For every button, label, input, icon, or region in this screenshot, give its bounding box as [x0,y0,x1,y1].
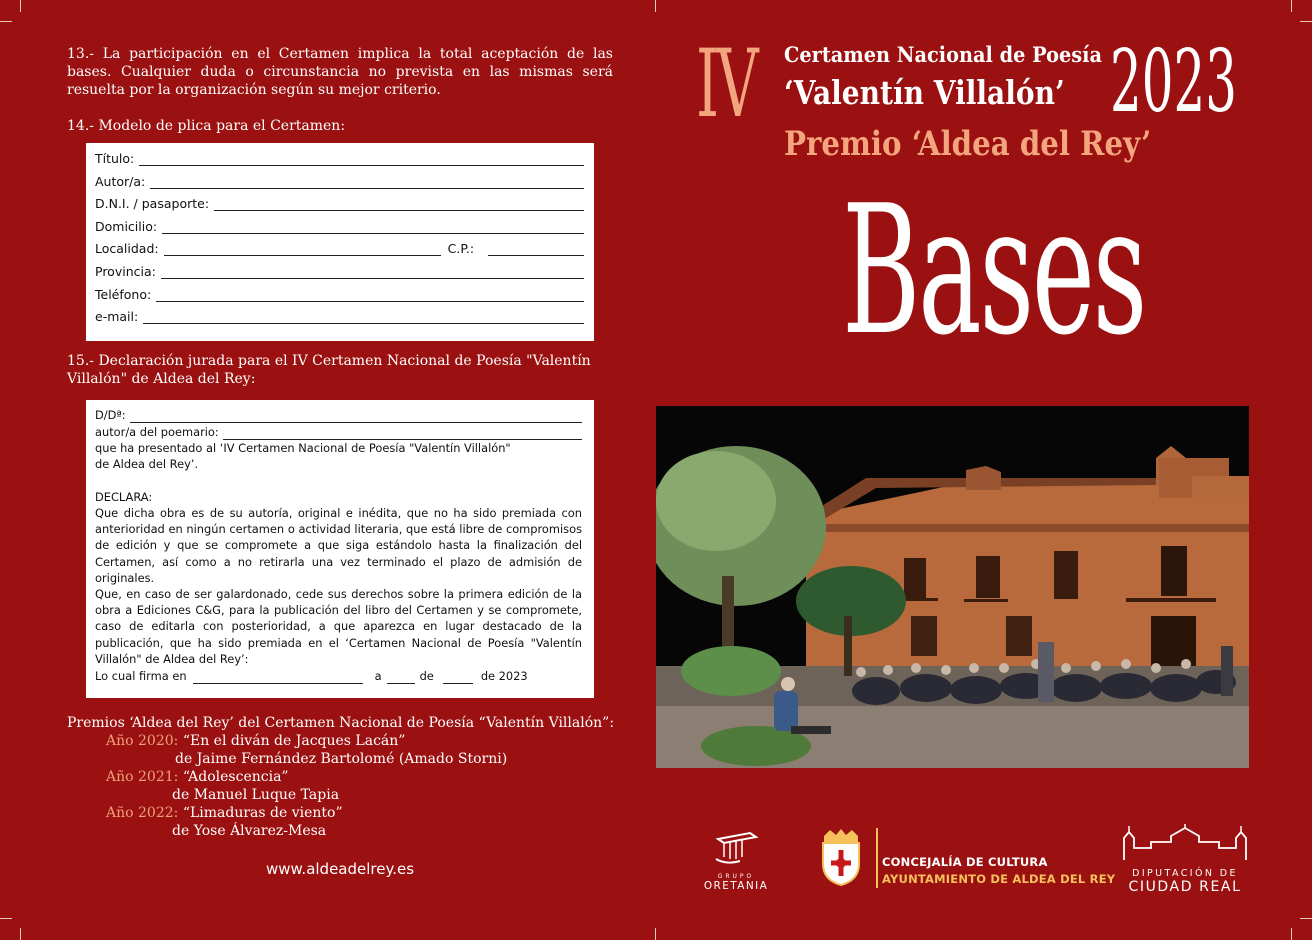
crop-mark [655,928,656,940]
prize-author: de Jaime Fernández Bartolomé (Amado Storni) [175,751,508,767]
prize-title: “Limaduras de viento” [182,805,343,821]
crop-mark [0,21,12,22]
field-email[interactable] [95,309,584,324]
firma-place-line[interactable] [193,672,363,684]
edition-year: 2023 [1110,32,1237,132]
title-line-2: ‘Valentín Villalón’ [784,73,1065,112]
field-line[interactable] [214,198,584,211]
website-link[interactable]: www.aldeadelrey.es [266,860,415,878]
oretania-logo [698,829,774,892]
field-label: Autor/a: [95,174,146,189]
bases-title: Bases [842,167,1145,374]
field-dni[interactable] [95,196,584,211]
prizes-section [67,714,614,840]
field-telefono[interactable] [95,287,584,302]
field-label: Provincia: [95,264,156,279]
prize-title: “Adolescencia” [182,769,289,785]
title-line-1: Certamen Nacional de Poesía [784,42,1103,67]
field-line[interactable] [223,428,582,440]
prize-year: Año 2022: [106,805,179,821]
prize-year: Año 2020: [106,733,179,749]
field-line[interactable] [161,266,584,279]
field-titulo[interactable] [95,151,584,166]
edition-numeral: IV [696,30,757,139]
declaration-paragraph-1: Que dicha obra es de su autoría, original e inédita, que no ha sido premiada con anterioridad en ningún certamen o actividad literaria, que está libre de compromisos de edición y que se compromete a que siga estándolo hasta la finalización del Certamen, así como a no retirarla una vez terminado el plazo de admisión de originales. [95,506,582,585]
field-line[interactable] [162,221,584,234]
declaration-form [86,400,594,698]
field-label: Domicilio: [95,219,158,234]
oretania-emblem-icon [710,829,762,867]
field-line[interactable] [143,311,584,324]
field-domicilio[interactable] [95,219,584,234]
declara-label: DECLARA: [95,490,153,504]
presented-line-1: que ha presentado al ‘IV Certamen Nacional de Poesía "Valentín Villalón" [95,441,511,455]
declaration-paragraph-2: Que, en caso de ser galardonado, cede sus derechos sobre la primera edición de la obra a Ediciones C&G, para la publicación del libro del Certamen y se compromete, caso de editarla con posterioridad, a que aparezca en lugar destacado de la publicación, que ha sido premiada en el ‘Certamen Nacional de Poesía "Valentín Villalón" de Aldea del Rey’: [95,587,582,666]
crop-mark [1291,928,1292,940]
title-line-3: Premio ‘Aldea del Rey’ [784,124,1152,164]
crop-mark [0,918,12,919]
field-autor[interactable] [95,174,584,189]
field-line[interactable] [139,153,584,166]
prize-item [67,804,614,822]
field-line[interactable] [164,243,441,256]
diputacion-logo [1120,824,1250,895]
field-label: D/Dª: [95,408,126,422]
field-line[interactable] [130,411,582,423]
signature-line [95,668,582,684]
field-line-cp[interactable] [488,243,584,256]
crop-mark [20,928,21,940]
firma-month-line[interactable] [443,672,473,684]
crop-mark [1291,0,1292,12]
field-label: Localidad: [95,241,159,256]
concejalia-name: CONCEJALÍA DE CULTURA [882,855,1048,869]
aldea-coat-of-arms-icon [818,828,864,886]
de-year-label: de 2023 [480,669,528,683]
rule-14-heading: 14.- Modelo de plica para el Certamen: [67,118,346,134]
diputacion-top: DIPUTACIÓN DE [1132,868,1238,879]
diputacion-bottom: CIUDAD REAL [1128,879,1242,895]
a-label: a [374,669,382,683]
prize-title: “En el diván de Jacques Lacán” [182,733,406,749]
crop-mark [655,0,656,12]
prize-author: de Yose Álvarez-Mesa [172,823,327,839]
field-label: Título: [95,151,135,166]
field-label: e-mail: [95,309,139,324]
presented-line-2: de Aldea del Rey’. [95,457,199,471]
field-poemario[interactable] [95,424,582,440]
field-line[interactable] [156,289,584,302]
firma-label: Lo cual firma en [95,669,187,683]
ayuntamiento-name: AYUNTAMIENTO DE ALDEA DEL REY [882,872,1116,886]
field-localidad[interactable] [95,241,584,256]
logo-divider [876,828,878,888]
rule-13: 13.- La participación en el Certamen implica la total aceptación de las bases. Cualquier duda o circunstancia no prevista en las mismas será resuelta por la organización según su mejor criterio. [67,46,613,98]
prizes-heading: Premios ‘Aldea del Rey’ del Certamen Nacional de Poesía “Valentín Villalón”: [67,715,615,731]
de-label: de [419,669,434,683]
field-label-cp: C.P.: [447,241,475,256]
oretania-name: ORETANIA [703,880,769,892]
field-label: autor/a del poemario: [95,425,219,439]
rule-15-heading: 15.- Declaración jurada para el IV Certamen Nacional de Poesía "Valentín Villalón" de Aldea del Rey: [67,353,591,387]
night-plaza-photo [656,406,1249,768]
diputacion-building-icon [1121,824,1249,862]
field-label: Teléfono: [95,287,152,302]
prize-year: Año 2021: [106,769,179,785]
crop-mark [1300,21,1312,22]
crop-mark [20,0,21,12]
prize-item [67,768,614,786]
field-line[interactable] [150,176,584,189]
oretania-grupo: GRUPO [717,873,755,880]
crop-mark [1300,918,1312,919]
photo-illustration [656,406,1249,768]
field-dd[interactable] [95,407,582,423]
field-provincia[interactable] [95,264,584,279]
concejalia-logo [882,854,1115,888]
firma-day-line[interactable] [387,672,415,684]
prize-author: de Manuel Luque Tapia [172,787,340,803]
plica-form [86,143,594,341]
prize-item [67,732,614,750]
field-label: D.N.I. / pasaporte: [95,196,210,211]
